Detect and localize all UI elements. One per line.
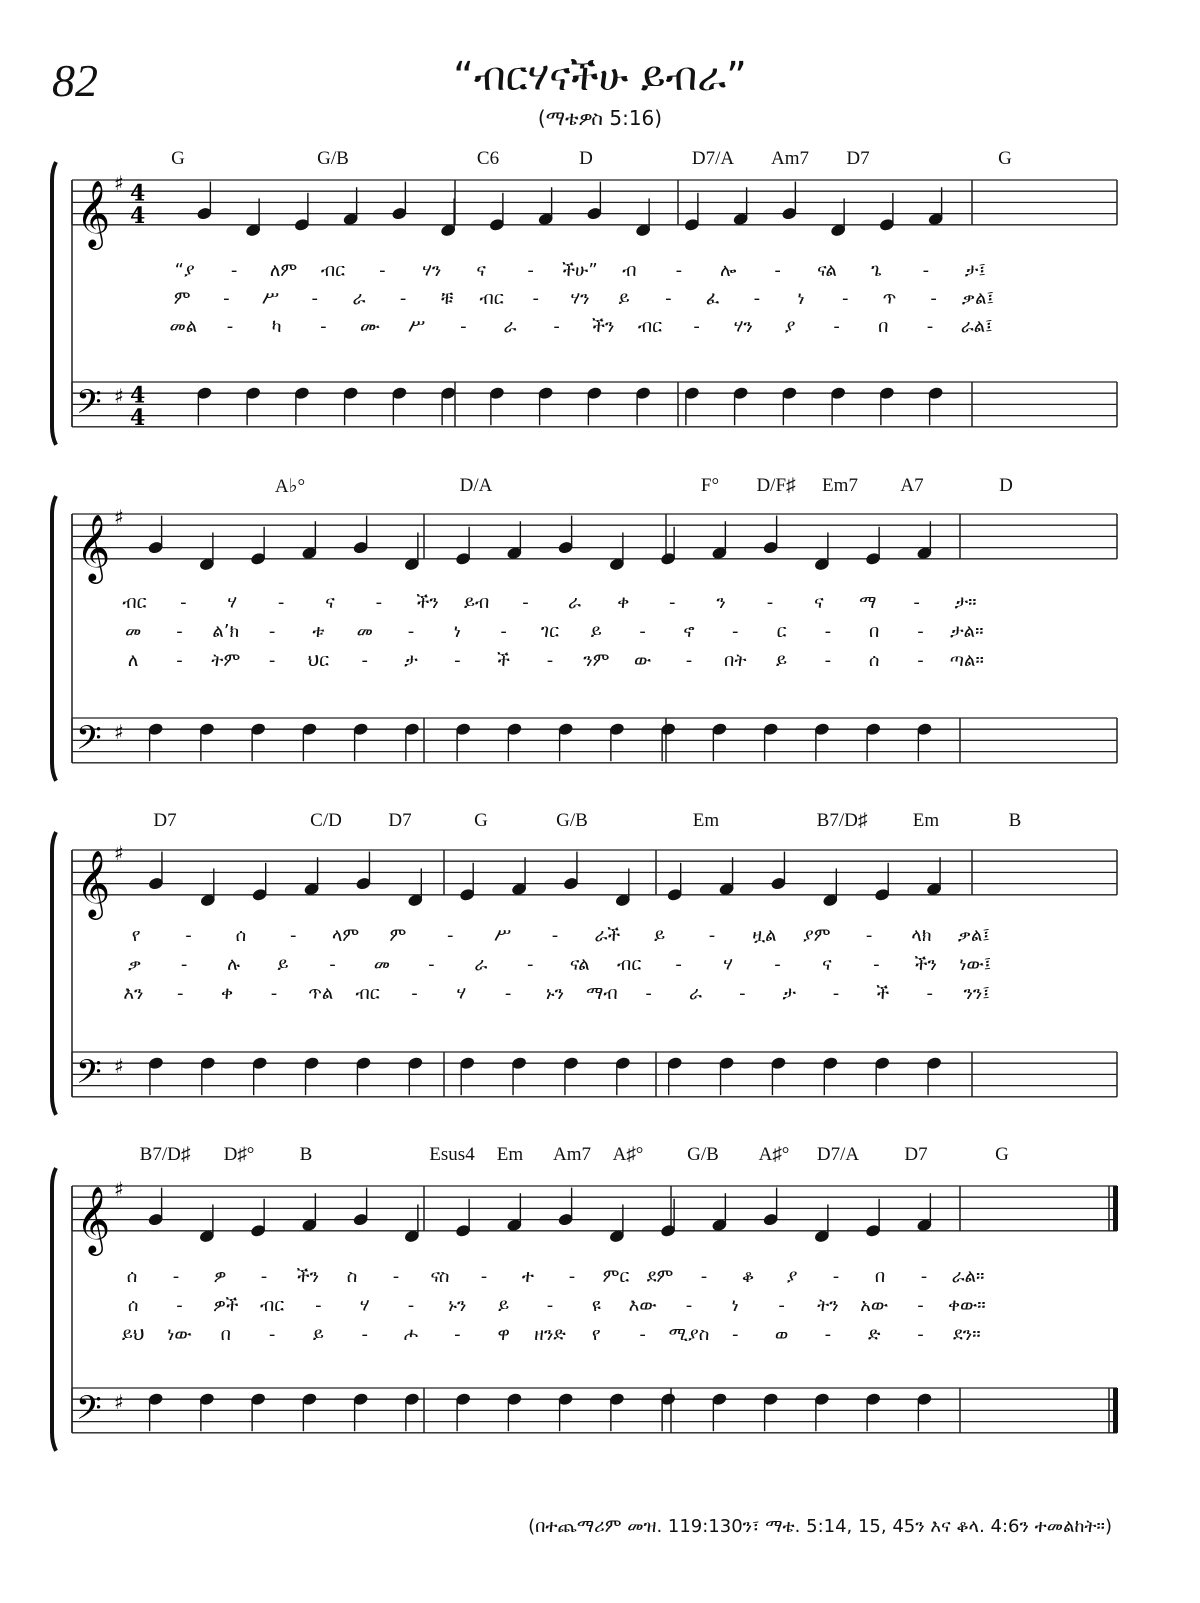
lyric-syllable: -	[379, 260, 386, 281]
lyric-syllable: ለ	[127, 650, 139, 671]
lyric-syllable: በ	[878, 316, 889, 337]
lyric-syllable: ደም	[646, 1266, 674, 1287]
lyric-syllable: ብ	[622, 260, 637, 281]
lyric-syllable: ያም	[802, 925, 831, 946]
lyric-syllable: -	[917, 1295, 924, 1316]
chord-symbol: A♭°	[274, 476, 306, 497]
lyric-syllable: ብር	[122, 592, 147, 613]
lyric-syllable: ኑን	[545, 983, 565, 1004]
key-signature-sharp-icon: ♯	[114, 1390, 124, 1415]
chord-symbol: Em	[496, 1144, 524, 1165]
lyric-syllable: ሰ	[126, 1266, 138, 1287]
lyric-syllable: ር	[776, 621, 787, 642]
lyric-syllable: ዋ	[497, 1324, 510, 1345]
lyric-syllable: -	[176, 650, 183, 671]
treble-clef-icon: 𝄞	[76, 512, 111, 581]
bass-clef-icon: 𝄢	[76, 1389, 102, 1436]
lyric-syllable: -	[447, 925, 454, 946]
bass-clef-icon: 𝄢	[76, 1053, 102, 1100]
lyric-syllable: ጥ	[882, 288, 897, 309]
lyric-syllable: ያ	[784, 316, 796, 337]
lyric-syllable: ብር	[320, 260, 346, 281]
lyric-syllable: -	[832, 1266, 840, 1287]
chord-symbol: D/A	[459, 475, 493, 496]
chord-symbol: G	[171, 148, 185, 169]
lyric-syllable: በት	[724, 650, 747, 671]
lyric-syllable: ብር	[355, 983, 380, 1004]
scripture-reference: (ማቴዎስ 5:16)	[537, 106, 663, 130]
chord-symbol: A♯°	[758, 1144, 790, 1165]
key-signature-sharp-icon: ♯	[114, 384, 124, 409]
lyric-syllable: -	[708, 925, 716, 946]
lyric-syllable: -	[185, 925, 192, 946]
lyric-syllable: ይህ	[121, 1324, 145, 1345]
lyric-syllable: ቃል፤	[961, 288, 994, 309]
lyric-syllable: ጥል	[308, 983, 334, 1004]
lyric-syllable: ም	[389, 925, 407, 946]
lyric-syllable: -	[480, 1266, 488, 1287]
song-title: “ብርሃናችሁ ይብራ”	[453, 54, 747, 100]
chord-symbol: B	[299, 1144, 313, 1165]
key-signature-sharp-icon: ♯	[114, 841, 124, 865]
lyric-syllable: ዟል	[752, 925, 777, 946]
chord-symbol: D	[999, 475, 1013, 496]
lyric-syllable: ናስ	[430, 1266, 450, 1287]
lyric-syllable: ታ።	[954, 592, 977, 613]
lyric-syllable: ቆ	[741, 1266, 755, 1287]
lyric-syllable: አው	[860, 1295, 889, 1316]
lyric-syllable: ብር	[637, 316, 663, 337]
lyric-syllable: ብር	[617, 954, 642, 975]
lyric-syllable: -	[315, 1295, 322, 1316]
chord-symbol: C/D	[310, 810, 342, 831]
lyric-syllable: ኑን	[448, 1295, 467, 1316]
lyric-syllable: -	[739, 983, 746, 1004]
key-signature-sharp-icon: ♯	[114, 1177, 124, 1201]
chord-symbol: G	[998, 148, 1012, 169]
lyric-syllable: የ	[131, 925, 141, 946]
lyric-syllable: እን	[123, 983, 144, 1004]
lyric-syllable: -	[774, 260, 781, 281]
treble-clef-icon: 𝄞	[76, 178, 111, 247]
lyric-syllable: ሃ	[456, 983, 467, 1004]
lyric-syllable: ህር	[307, 650, 330, 671]
lyric-syllable: ትም	[211, 650, 241, 671]
lyric-syllable: ሎ	[720, 260, 737, 281]
lyric-syllable: ሚያስ	[668, 1324, 710, 1345]
bass-clef-icon: 𝄢	[76, 719, 102, 766]
lyric-syllable: -	[268, 621, 276, 642]
lyric-syllable: -	[675, 260, 683, 281]
lyric-syllable: ችን	[914, 954, 937, 975]
lyric-syllable: -	[226, 316, 234, 337]
lyric-syllable: -	[180, 592, 187, 613]
lyric-syllable: -	[375, 592, 383, 613]
lyric-syllable: ራች	[594, 925, 621, 946]
lyric-syllable: ትን	[817, 1295, 839, 1316]
lyric-syllable: ኖ	[683, 621, 695, 642]
lyric-syllable: መ	[125, 621, 142, 642]
lyric-syllable: ሰ	[127, 1295, 139, 1316]
lyric-syllable: -	[532, 288, 540, 309]
lyric-syllable: -	[454, 1324, 461, 1345]
chord-symbol: B	[1008, 810, 1022, 831]
lyric-syllable: -	[865, 925, 873, 946]
lyric-syllable: ይ	[776, 650, 788, 671]
lyric-syllable: ሥ	[494, 925, 512, 946]
lyric-syllable: ራ	[689, 983, 702, 1004]
lyric-syllable: ነ	[797, 288, 805, 309]
key-signature-sharp-icon: ♯	[114, 720, 124, 745]
chord-symbol: C6	[476, 148, 500, 169]
lyric-syllable: ራል።	[951, 1266, 985, 1287]
lyric-syllable: -	[399, 288, 407, 309]
lyric-syllable: ሃ	[227, 592, 238, 613]
lyric-syllable: -	[504, 983, 512, 1004]
lyric-syllable: ው	[633, 650, 652, 671]
chord-symbol: B7/D♯	[139, 1144, 191, 1165]
chord-symbol: Em	[912, 810, 940, 831]
lyric-syllable: ች	[876, 983, 890, 1004]
chord-symbol: Am7	[553, 1144, 591, 1165]
footer-note: (በተጨማሪም መዝ. 119:130ን፣ ማቴ. 5:14, 15, 45ን እና ቆላ. 4:6ን ተመልከት።)	[528, 1516, 1112, 1537]
lyric-syllable: ይብ	[463, 592, 490, 613]
lyric-syllable: -	[832, 983, 840, 1004]
lyric-syllable: -	[873, 954, 880, 975]
lyric-syllable: -	[833, 316, 840, 337]
lyric-syllable: ሉ	[227, 954, 241, 975]
lyric-syllable: -	[527, 260, 534, 281]
lyric-syllable: -	[639, 621, 646, 642]
lyric-syllable: ገር	[540, 621, 560, 642]
time-signature-top: 4	[130, 180, 146, 207]
lyric-syllable: -	[930, 288, 937, 309]
lyric-syllable: በ	[874, 1266, 886, 1287]
lyric-syllable: -	[176, 1295, 183, 1316]
chord-symbol: D7/A	[816, 1144, 860, 1165]
time-signature-bottom: 4	[130, 202, 146, 229]
lyric-syllable: ቱ	[312, 621, 325, 642]
lyric-syllable: ራ	[352, 288, 366, 309]
treble-clef-icon: 𝄞	[76, 848, 111, 917]
chord-symbol: D7	[904, 1144, 928, 1165]
lyric-syllable: ና	[822, 954, 832, 975]
lyric-syllable: ይ	[654, 925, 666, 946]
lyric-syllable: መ	[356, 621, 373, 642]
lyric-syllable: ናል	[569, 954, 590, 975]
lyric-syllable: ናል	[817, 260, 837, 281]
lyric-syllable: ማ	[859, 592, 877, 613]
lyric-syllable: ሥ	[408, 316, 426, 337]
chord-symbol: B7/D♯	[816, 810, 868, 831]
lyric-syllable: ቃ	[128, 954, 142, 975]
chord-symbol: D	[579, 148, 593, 169]
lyric-syllable: -	[675, 954, 682, 975]
lyric-syllable: ነ	[453, 621, 461, 642]
chord-symbol: G/B	[556, 810, 588, 831]
chord-symbol: G/B	[317, 148, 349, 169]
lyric-syllable: ና	[325, 592, 335, 613]
chord-symbol: D/F♯	[756, 475, 796, 496]
lyric-syllable: -	[913, 592, 920, 613]
lyric-syllable: ሃን	[422, 260, 442, 281]
lyric-syllable: -	[753, 288, 761, 309]
lyric-syllable: -	[546, 650, 554, 671]
lyric-syllable: -	[732, 621, 739, 642]
lyric-syllable: -	[700, 1266, 708, 1287]
lyric-syllable: -	[842, 288, 849, 309]
lyric-syllable: ስ	[346, 1266, 358, 1287]
chord-symbol: A7	[900, 475, 924, 496]
lyric-syllable: ሃን	[570, 288, 590, 309]
lyric-syllable: -	[172, 1266, 180, 1287]
lyric-syllable: -	[289, 925, 297, 946]
lyric-syllable: ዘንድ	[534, 1324, 566, 1345]
lyric-syllable: ችን	[296, 1266, 320, 1287]
lyric-syllable: ቹ	[441, 288, 454, 309]
lyric-syllable: ይ	[498, 1295, 510, 1316]
lyric-syllable: ምር	[602, 1266, 630, 1287]
lyric-syllable: ሃን	[733, 316, 753, 337]
lyric-syllable: ጌ	[871, 260, 882, 281]
lyric-syllable: ሰ	[868, 650, 880, 671]
lyric-syllable: -	[460, 316, 467, 337]
lyric-syllable: ሖ	[403, 1324, 419, 1345]
lyric-syllable: -	[824, 621, 832, 642]
lyric-syllable: ሃ	[359, 1295, 370, 1316]
lyric-syllable: ላክ	[911, 925, 932, 946]
chord-symbol: F°	[700, 475, 720, 496]
lyric-syllable: ችን	[416, 592, 439, 613]
lyric-syllable: ን	[716, 592, 726, 613]
chord-symbol: Esus4	[429, 1144, 475, 1165]
lyric-syllable: “ያ	[174, 260, 195, 281]
time-signature-bottom: 4	[130, 404, 146, 431]
lyric-syllable: መል	[169, 316, 198, 337]
lyric-syllable: -	[553, 316, 560, 337]
lyric-syllable: ተ	[521, 1266, 535, 1287]
lyric-syllable: ያ	[786, 1266, 798, 1287]
lyric-syllable: ና	[476, 260, 486, 281]
lyric-syllable: -	[639, 1324, 646, 1345]
lyric-syllable: -	[177, 983, 184, 1004]
lyric-syllable: -	[766, 592, 774, 613]
lyric-syllable: ካ	[271, 316, 282, 337]
lyric-syllable: -	[180, 954, 188, 975]
key-signature-sharp-icon: ♯	[114, 505, 124, 529]
lyric-syllable: ነው	[167, 1324, 192, 1345]
lyric-syllable: -	[361, 650, 368, 671]
lyric-syllable: -	[320, 316, 327, 337]
lyric-syllable: -	[454, 650, 461, 671]
lyric-syllable: -	[778, 1295, 785, 1316]
lyric-syllable: ጣል።	[949, 650, 984, 671]
system-bracket	[52, 1168, 56, 1451]
lyric-syllable: ፈ	[705, 288, 720, 309]
lyric-syllable: -	[260, 1266, 268, 1287]
lyric-syllable: ቃል፤	[957, 925, 990, 946]
chord-symbol: G	[474, 810, 488, 831]
lyric-syllable: ነው፤	[959, 954, 992, 975]
lyric-syllable: -	[392, 1266, 400, 1287]
lyric-syllable: ሃ	[723, 954, 733, 975]
lyric-syllable: ላም	[331, 925, 360, 946]
final-barline-thick	[1113, 1388, 1118, 1433]
lyric-syllable: ዎ	[213, 1266, 227, 1287]
chord-symbol: Am7	[771, 148, 809, 169]
lyric-syllable: ሰ	[235, 925, 247, 946]
lyric-syllable: -	[685, 1295, 693, 1316]
lyric-syllable: ታል።	[950, 621, 984, 642]
lyric-syllable: መ	[373, 954, 391, 975]
lyric-syllable: -	[268, 650, 276, 671]
lyric-syllable: ይ	[277, 954, 289, 975]
lyric-syllable: ራል፤	[960, 316, 993, 337]
lyric-syllable: -	[411, 983, 418, 1004]
key-signature-sharp-icon: ♯	[114, 171, 124, 195]
lyric-syllable: -	[311, 288, 318, 309]
chord-symbol: Em	[692, 810, 720, 831]
treble-clef-icon: 𝄞	[76, 1184, 111, 1253]
lyric-syllable: ታ	[404, 650, 418, 671]
lyric-syllable: -	[824, 1324, 832, 1345]
lyric-syllable: -	[568, 1266, 576, 1287]
lyric-syllable: ሥ	[261, 288, 280, 309]
lyric-syllable: -	[917, 621, 924, 642]
lyric-syllable: -	[685, 650, 693, 671]
lyric-syllable: የ	[591, 1324, 601, 1345]
lyric-syllable: ችን	[592, 316, 615, 337]
lyric-syllable: -	[732, 1324, 739, 1345]
chord-symbol: A♯°	[612, 1144, 644, 1165]
lyric-syllable: ይ	[590, 621, 602, 642]
lyric-syllable: -	[645, 983, 652, 1004]
chord-symbol: D7	[846, 148, 870, 169]
lyric-syllable: -	[922, 260, 930, 281]
lyric-syllable: -	[527, 954, 534, 975]
lyric-syllable: ዎች	[213, 1295, 239, 1316]
lyric-syllable: -	[917, 650, 924, 671]
lyric-syllable: ራ	[567, 592, 581, 613]
chord-symbol: D7/A	[691, 148, 735, 169]
lyric-syllable: ም	[173, 288, 191, 309]
lyric-syllable: -	[500, 621, 507, 642]
chord-symbol: G/B	[687, 1144, 719, 1165]
lyric-syllable: እው	[628, 1295, 657, 1316]
lyric-syllable: ነ	[731, 1295, 739, 1316]
key-signature-sharp-icon: ♯	[114, 1054, 124, 1079]
lyric-syllable: ብር	[259, 1295, 285, 1316]
lyric-syllable: -	[693, 316, 700, 337]
lyric-syllable: ቀ	[221, 983, 234, 1004]
lyric-syllable: -	[361, 1324, 368, 1345]
lyric-syllable: -	[270, 983, 278, 1004]
lyric-syllable: በ	[869, 621, 880, 642]
lyric-syllable: ቀው።	[947, 1295, 986, 1316]
lyric-syllable: በ	[220, 1324, 231, 1345]
lyric-syllable: ል’ክ	[212, 621, 240, 642]
lyric-syllable: ችሁ”	[562, 260, 598, 281]
lyric-syllable: -	[920, 1266, 928, 1287]
chord-symbol: D♯°	[223, 1144, 255, 1165]
lyric-syllable: ሙ	[360, 316, 380, 337]
lyric-syllable: ብር	[479, 288, 504, 309]
lyric-syllable: -	[668, 592, 676, 613]
lyric-syllable: -	[546, 1295, 554, 1316]
lyric-syllable: ደን።	[953, 1324, 981, 1345]
lyric-syllable: ራ	[474, 954, 488, 975]
chord-symbol: D7	[388, 810, 412, 831]
chord-symbol: G	[995, 1144, 1009, 1165]
lyric-syllable: -	[926, 983, 933, 1004]
lyric-syllable: -	[223, 288, 230, 309]
lyric-syllable: ለም	[269, 260, 298, 281]
time-signature-top: 4	[130, 382, 146, 409]
lyric-syllable: ች	[497, 650, 511, 671]
lyric-syllable: ራ	[503, 316, 517, 337]
lyric-syllable: -	[774, 954, 781, 975]
lyric-syllable: -	[230, 260, 238, 281]
chord-symbol: D7	[153, 810, 177, 831]
lyric-syllable: -	[176, 621, 183, 642]
bass-clef-icon: 𝄢	[76, 383, 102, 430]
page-number: 82	[52, 55, 98, 106]
lyric-syllable: -	[407, 621, 415, 642]
lyric-syllable: ድ	[867, 1324, 881, 1345]
lyric-syllable: -	[824, 650, 832, 671]
lyric-syllable: ዩ	[591, 1295, 601, 1316]
lyric-syllable: ወ	[774, 1324, 789, 1345]
lyric-syllable: ንን፤	[963, 983, 990, 1004]
lyric-syllable: -	[917, 1324, 924, 1345]
lyric-syllable: ይ	[312, 1324, 324, 1345]
lyric-syllable: -	[926, 316, 934, 337]
lyric-syllable: -	[522, 592, 529, 613]
lyric-syllable: ና	[814, 592, 824, 613]
lyric-syllable: ማብ	[586, 983, 618, 1004]
lyric-syllable: -	[268, 1324, 276, 1345]
lyric-syllable: ንም	[583, 650, 610, 671]
lyric-syllable: ታ፤	[964, 260, 986, 281]
lyric-syllable: -	[407, 1295, 415, 1316]
lyric-syllable: -	[665, 288, 672, 309]
lyric-syllable: -	[551, 925, 559, 946]
lyric-syllable: ቀ	[617, 592, 630, 613]
final-barline-thick	[1113, 1186, 1118, 1231]
lyric-syllable: -	[329, 954, 336, 975]
lyric-syllable: ይ	[618, 288, 630, 309]
lyric-syllable: -	[277, 592, 285, 613]
chord-symbol: Em7	[822, 475, 858, 496]
lyric-syllable: -	[428, 954, 435, 975]
lyric-syllable: ታ	[782, 983, 796, 1004]
